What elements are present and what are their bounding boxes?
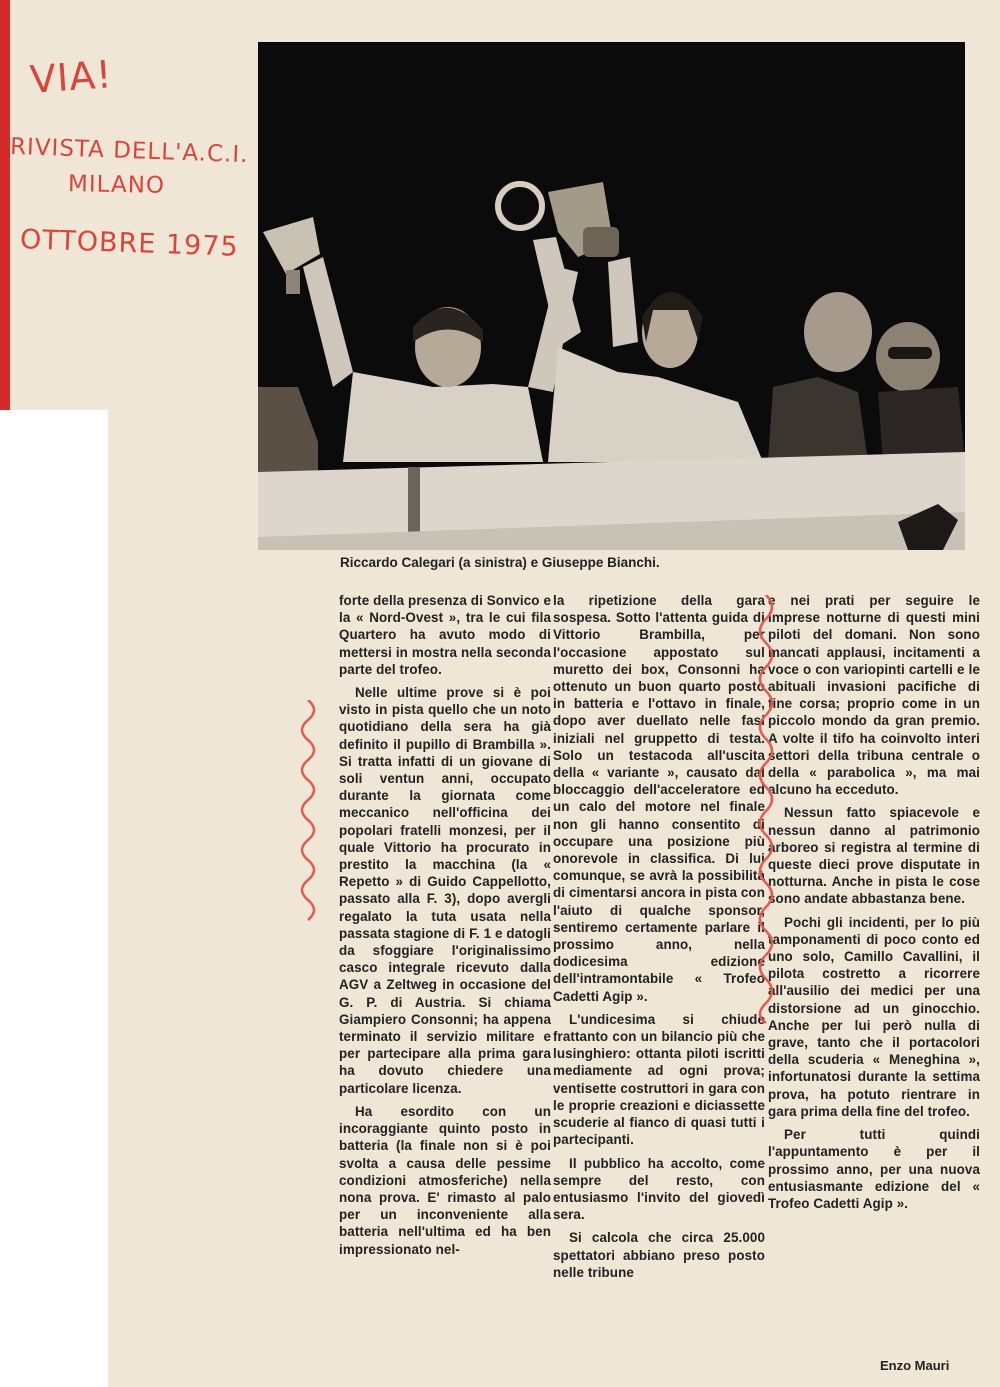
handwritten-title: VIA!: [28, 52, 114, 102]
article-paragraph: Per tutti quindi l'appuntamento è per il prossimo anno, per una nuova entusiasmante edizione del « Trofeo Cadetti Agip ».: [768, 1127, 980, 1211]
article-paragraph: Nessun fatto spiacevole e nessun danno al patrimonio arboreo si registra al termine di queste dieci prove disputate in notturna. Anche in pista le cose sono andate abbastanza bene.: [768, 805, 980, 907]
wavy-margin-mark-left: [290, 700, 326, 930]
handwritten-city: MILANO: [67, 171, 166, 199]
article-paragraph: Si calcola che circa 25.000 spettatori abbiano preso posto nelle tribune: [553, 1230, 765, 1280]
red-margin-strip: [0, 0, 10, 410]
article-paragraph: forte della presenza di Sonvico e la « Nord-Ovest », tra le cui fila Quartero ha avuto modo di mettersi in mostra nella seconda parte del trofeo.: [339, 593, 551, 677]
photo-caption: Riccardo Calegari (a sinistra) e Giuseppe Bianchi.: [340, 555, 660, 570]
article-column-1: [339, 592, 551, 1264]
article-column-3: [768, 592, 980, 1218]
podium-photo-illustration: [258, 42, 965, 550]
article-paragraph: e nei prati per seguire le imprese notturne di questi mini piloti del domani. Non sono mancati applausi, incitamenti a voce o con variopinti cartelli e le abituali invasioni pacifiche di fine corsa; proprio come in un piccolo mondo da gran premio. A volte il tifo ha coinvolto interi settori della tribuna centrale o della « parabolica », ma mai alcuno ha ecceduto.: [768, 593, 980, 798]
article-column-2: [553, 592, 765, 1287]
article-paragraph: la ripetizione della gara sospesa. Sotto l'attenta guida di Vittorio Brambilla, per l'occasione appostato sul muretto dei box, Consonni ha ottenuto un buon quarto posto in batteria e l'ottavo in finale, dopo aver duellato nelle fasi iniziali nel gruppetto di testa. Solo un testacoda all'uscita della « variante », causato dal bloccaggio dell'acceleratore ed un calo del motore nel finale non gli hanno consentito di occupare una posizione più onorevole in classifica. Di lui comunque, se avrà la possibilità di cimentarsi ancora in pista con l'aiuto di qualche sponsor, sentiremo certamente parlare il prossimo anno, nella dodicesima edizione dell'intramontabile « Trofeo Cadetti Agip ».: [553, 593, 765, 1004]
article-paragraph: Ha esordito con un incoraggiante quinto posto in batteria (la finale non si è poi svolta a causa delle pessime condizioni atmosferiche) nella nona prova. E' rimasto al palo per un inconveniente alla batteria nell'ultima ed ha ben impressionato nel-: [339, 1103, 551, 1257]
cut-edge: [0, 410, 108, 1387]
handwritten-source: RIVISTA DELL'A.C.I.: [9, 133, 249, 169]
article-paragraph: Nelle ultime prove si è poi visto in pista quello che un noto quotidiano della sera ha già definito il pupillo di Brambilla ». Si tratta infatti di un giovane di soli ventun anni, occupato durante la giornata come meccanico nell'officina dei popolari fratelli monzesi, per il quale Vittorio ha procurato in prestito la macchina (la « Repetto » di Guido Cappellotto, passato alla F. 3), dopo avergli regalato la tuta usata nella passata stagione di F. 1 e datogli da sfoggiare l'originalissimo casco integrale ricevuto dalla AGV a Zeltweg in occasione del G. P. di Austria. Si chiama Giampiero Consonni; ha appena terminato il servizio militare e per partecipare alla prima gara ha dovuto chiedere una particolare licenza.: [339, 685, 551, 1096]
author-signature: Enzo Mauri: [880, 1358, 950, 1373]
article-paragraph: Il pubblico ha accolto, come sempre del resto, con entusiasmo l'invito del giovedì sera.: [553, 1155, 765, 1223]
article-paragraph: Pochi gli incidenti, per lo più tamponamenti di poco conto ed uno solo, Camillo Cavallini, il pilota costretto a ricorrere all'ausilio dei medici per una distorsione ad un ginocchio. Anche per lui però nulla di grave, tanto che il portacolori della scuderia « Meneghina », infortunatosi durante la settima prova, ha potuto rientrare in gara prima della fine del trofeo.: [768, 914, 980, 1119]
podium-photo: [258, 42, 965, 550]
wavy-margin-mark-right: [748, 595, 784, 1025]
article-paragraph: L'undicesima si chiude frattanto con un bilancio più che lusinghiero: ottanta piloti iscritti mediamente ad ogni prova; ventisette costruttori in gara con le proprie creazioni e diciassette scuderie al fianco di quasi tutti i partecipanti.: [553, 1011, 765, 1148]
handwritten-date: OTTOBRE 1975: [19, 224, 240, 263]
